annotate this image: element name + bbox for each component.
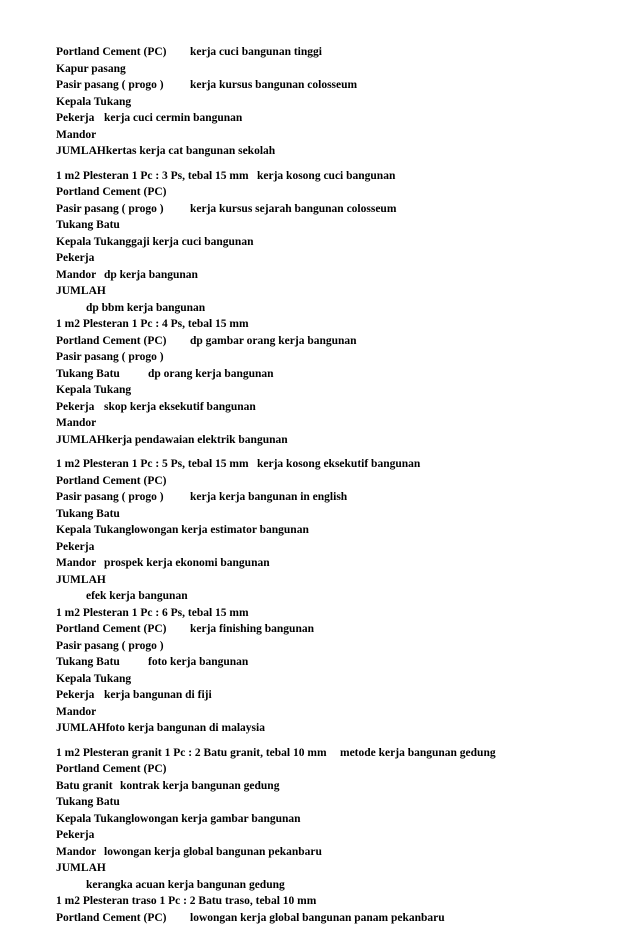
item-name: Pekerja — [56, 829, 94, 841]
item-name: JUMLAH — [56, 862, 106, 874]
item-note: kertas kerja cat bangunan sekolah — [106, 145, 275, 157]
item-name: Mandor — [56, 706, 96, 718]
item-name: Kepala Tukang — [56, 236, 131, 248]
item-name: Tukang Batu — [56, 654, 148, 671]
item-name: Kepala Tukang — [56, 524, 131, 536]
text-line — [56, 572, 616, 589]
item-note: kerja finishing bangunan — [190, 623, 314, 635]
text-line — [56, 522, 616, 539]
section-heading — [56, 168, 616, 185]
text-line — [56, 217, 616, 234]
text-line — [56, 877, 616, 894]
text-line — [56, 184, 616, 201]
item-note: dp kerja bangunan — [104, 269, 198, 281]
text-line — [56, 127, 616, 144]
item-name: 1 m2 Plesteran 1 Pc : 5 Ps, tebal 15 mm — [56, 456, 257, 473]
item-note: lowongan kerja global bangunan pekanbaru — [104, 846, 322, 858]
text-line — [56, 555, 616, 572]
text-line — [56, 720, 616, 737]
item-note: kerja kursus bangunan colosseum — [190, 79, 357, 91]
text-line — [56, 761, 616, 778]
text-line — [56, 588, 616, 605]
section-heading — [56, 745, 616, 762]
item-name: Kepala Tukang — [56, 384, 131, 396]
text-line — [56, 143, 616, 160]
item-name: JUMLAH — [56, 434, 106, 446]
item-name: Portland Cement (PC) — [56, 333, 190, 350]
text-line — [56, 489, 616, 506]
text-line — [56, 333, 616, 350]
item-note: gaji kerja cuci bangunan — [131, 236, 253, 248]
text-line — [56, 250, 616, 267]
item-name: Pasir pasang ( progo ) — [56, 77, 190, 94]
text-line — [56, 44, 616, 61]
text-line — [56, 621, 616, 638]
text-line — [56, 638, 616, 655]
text-line — [56, 432, 616, 449]
item-note: dp gambar orang kerja bangunan — [190, 335, 357, 347]
item-note: skop kerja eksekutif bangunan — [104, 401, 256, 413]
item-note: prospek kerja ekonomi bangunan — [104, 557, 270, 569]
item-name: Kepala Tukang — [56, 96, 131, 108]
text-line — [56, 654, 616, 671]
item-name: Portland Cement (PC) — [56, 621, 190, 638]
text-line — [56, 382, 616, 399]
item-name: 1 m2 Plesteran 1 Pc : 3 Ps, tebal 15 mm — [56, 168, 257, 185]
item-name: Kepala Tukang — [56, 813, 131, 825]
item-name: 1 m2 Plesteran traso 1 Pc : 2 Batu traso, tebal 10 mm — [56, 895, 316, 907]
text-line — [56, 349, 616, 366]
item-name: 1 m2 Plesteran 1 Pc : 4 Ps, tebal 15 mm — [56, 318, 249, 330]
item-name: 1 m2 Plesteran 1 Pc : 6 Ps, tebal 15 mm — [56, 607, 249, 619]
item-name: Mandor — [56, 129, 96, 141]
item-name: Pekerja — [56, 110, 104, 127]
text-line — [56, 366, 616, 383]
item-name: Mandor — [56, 267, 104, 284]
text-line — [56, 539, 616, 556]
text-line — [56, 811, 616, 828]
text-line — [56, 778, 616, 795]
text-line — [56, 61, 616, 78]
text-line — [56, 671, 616, 688]
item-note: foto kerja bangunan di malaysia — [106, 722, 265, 734]
item-note: foto kerja bangunan — [148, 656, 248, 668]
text-line — [56, 300, 616, 317]
section-heading — [56, 456, 616, 473]
document-body — [56, 44, 616, 926]
item-name: Pekerja — [56, 541, 94, 553]
item-note: kerja bangunan di fiji — [104, 689, 212, 701]
text-line — [56, 201, 616, 218]
text-line — [56, 94, 616, 111]
text-line — [56, 794, 616, 811]
item-name: Batu granit — [56, 778, 120, 795]
item-note: kerja cuci cermin bangunan — [104, 112, 242, 124]
item-name: Pasir pasang ( progo ) — [56, 201, 190, 218]
item-name: Tukang Batu — [56, 796, 120, 808]
item-note: efek kerja bangunan — [86, 590, 188, 602]
item-name: 1 m2 Plesteran granit 1 Pc : 2 Batu granit, tebal 10 mm — [56, 745, 340, 762]
section-heading — [56, 316, 616, 333]
section-heading — [56, 893, 616, 910]
item-name: Kepala Tukang — [56, 673, 131, 685]
item-name: Pekerja — [56, 687, 104, 704]
item-note: dp orang kerja bangunan — [148, 368, 274, 380]
item-name: Portland Cement (PC) — [56, 44, 190, 61]
item-note: metode kerja bangunan gedung — [340, 747, 496, 759]
item-note: kerja kosong cuci bangunan — [257, 170, 395, 182]
text-line — [56, 860, 616, 877]
item-name: JUMLAH — [56, 285, 106, 297]
item-name: Mandor — [56, 555, 104, 572]
text-line — [56, 110, 616, 127]
item-name: Kapur pasang — [56, 63, 126, 75]
item-name: Tukang Batu — [56, 366, 148, 383]
text-line — [56, 687, 616, 704]
text-line — [56, 910, 616, 926]
item-note: kontrak kerja bangunan gedung — [120, 780, 279, 792]
item-name: Portland Cement (PC) — [56, 186, 167, 198]
item-name: Mandor — [56, 844, 104, 861]
item-name: JUMLAH — [56, 145, 106, 157]
text-line — [56, 283, 616, 300]
item-name: Pekerja — [56, 399, 104, 416]
item-note: dp bbm kerja bangunan — [86, 302, 205, 314]
text-line — [56, 399, 616, 416]
text-line — [56, 473, 616, 490]
item-note: kerja kerja bangunan in english — [190, 491, 347, 503]
item-name: Tukang Batu — [56, 219, 120, 231]
item-name: Portland Cement (PC) — [56, 910, 190, 926]
text-line — [56, 77, 616, 94]
text-line — [56, 415, 616, 432]
text-line — [56, 234, 616, 251]
item-name: JUMLAH — [56, 574, 106, 586]
item-name: Pasir pasang ( progo ) — [56, 351, 164, 363]
item-name: Pasir pasang ( progo ) — [56, 489, 190, 506]
item-name: Tukang Batu — [56, 508, 120, 520]
item-note: kerja cuci bangunan tinggi — [190, 46, 322, 58]
item-note: lowongan kerja gambar bangunan — [131, 813, 300, 825]
text-line — [56, 844, 616, 861]
item-name: Mandor — [56, 417, 96, 429]
item-name: Portland Cement (PC) — [56, 763, 167, 775]
item-name: Pekerja — [56, 252, 94, 264]
text-line — [56, 827, 616, 844]
item-note: kerja pendawaian elektrik bangunan — [106, 434, 288, 446]
item-name: JUMLAH — [56, 722, 106, 734]
item-name: Pasir pasang ( progo ) — [56, 640, 164, 652]
section-heading — [56, 605, 616, 622]
text-line — [56, 267, 616, 284]
text-line — [56, 704, 616, 721]
text-line — [56, 506, 616, 523]
item-note: kerja kosong eksekutif bangunan — [257, 458, 420, 470]
item-note: kerangka acuan kerja bangunan gedung — [86, 879, 285, 891]
item-note: lowongan kerja global bangunan panam pekanbaru — [190, 912, 445, 924]
item-note: lowongan kerja estimator bangunan — [131, 524, 309, 536]
item-note: kerja kursus sejarah bangunan colosseum — [190, 203, 396, 215]
item-name: Portland Cement (PC) — [56, 475, 167, 487]
